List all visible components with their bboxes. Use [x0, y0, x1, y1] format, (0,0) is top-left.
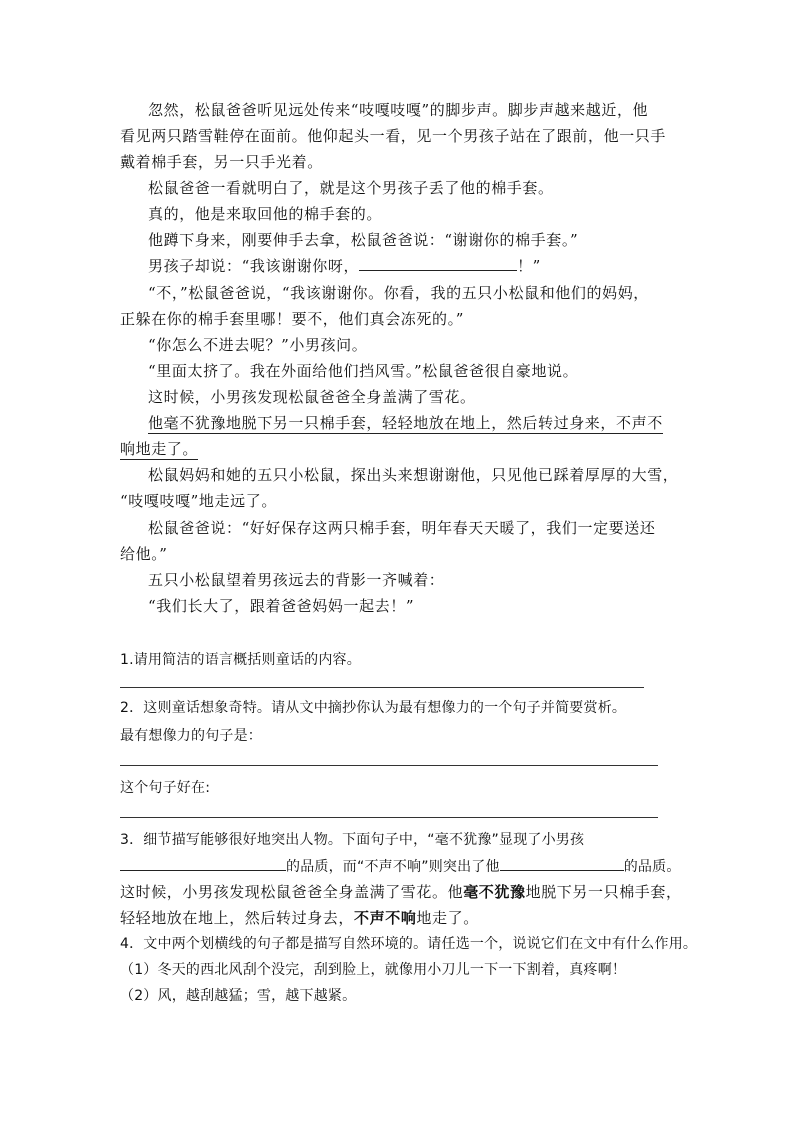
story-paragraph-2: 松鼠爸爸一看就明白了，就是这个男孩子丢了他的棉手套。: [148, 179, 554, 197]
question-3-quote-line-1: [120, 882, 682, 902]
question-3-middle: 的品质，而“不声不响”则突出了他: [286, 859, 500, 875]
story-paragraph-5: [148, 256, 541, 276]
story-paragraph-9: 这时候，小男孩发现松鼠爸爸全身盖满了雪花。: [148, 388, 476, 406]
answer-line-q2-sentence[interactable]: [120, 765, 658, 766]
underlined-sentence-end: 响地走了。: [120, 440, 199, 458]
quote-bold-phrase: 毫不犹豫: [463, 883, 526, 901]
question-3-end: 的品质。: [623, 859, 681, 875]
question-4-option-1: （1）冬天的西北风刮个没完，刮到脸上，就像用小刀儿一下一下割着，真疼啊！: [120, 962, 627, 978]
story-paragraph-5-end: ！”: [517, 257, 541, 275]
quote-text: 地脱下另一只棉手套，: [525, 883, 682, 901]
quote-text: 这时候，小男孩发现松鼠爸爸全身盖满了雪花。他: [120, 883, 464, 901]
story-paragraph-13: 五只小松鼠望着男孩远去的背影一齐喊着：: [148, 571, 445, 589]
answer-line-q2-reason[interactable]: [120, 817, 658, 818]
question-1: 1.请用简洁的语言概括则童话的内容。: [120, 652, 361, 668]
quote-text: 地走了。: [416, 909, 479, 927]
answer-line-q1[interactable]: [120, 687, 644, 688]
story-paragraph-7: “你怎么不进去呢？”小男孩问。: [148, 336, 368, 354]
question-4: 4．文中两个划横线的句子都是描写自然环境的。请任选一个，说说它们在文中有什么作用。: [120, 936, 698, 952]
story-paragraph-6-line-1: “不，”松鼠爸爸说，“我该谢谢你。你看，我的五只小松鼠和他们的妈妈，: [148, 284, 649, 302]
story-paragraph-10-line-2: [120, 439, 198, 459]
story-paragraph-10-line-1: [148, 413, 663, 433]
story-paragraph-4: 他蹲下身来，刚要伸手去拿，松鼠爸爸说：“谢谢你的棉手套。”: [148, 231, 579, 249]
story-paragraph-6-line-2: 正躲在你的棉手套里哪！要不，他们真会冻死的。”: [120, 310, 464, 328]
story-paragraph-3: 真的，他是来取回他的棉手套的。: [148, 205, 383, 223]
story-paragraph-12-line-2: 给他。”: [120, 545, 168, 563]
answer-blank-q3-1[interactable]: [120, 856, 286, 871]
question-3: 3．细节描写能够很好地突出人物。下面句子中，“毫不犹豫”显现了小男孩: [120, 832, 585, 848]
story-paragraph-5-text: 男孩子却说：“我该谢谢你呀，: [148, 257, 360, 275]
question-3-quote-line-2: [120, 908, 479, 928]
story-paragraph-1-line-3: 戴着棉手套，另一只手光着。: [120, 153, 323, 171]
story-paragraph-14: “我们长大了，跟着爸爸妈妈一起去！”: [148, 597, 415, 615]
story-paragraph-12-line-1: 松鼠爸爸说：“好好保存这两只棉手套，明年春天天暖了，我们一定要送还: [148, 519, 656, 537]
question-4-option-2: （2）风，越刮越猛；雪，越下越紧。: [120, 988, 357, 1004]
quote-bold-phrase: 不声不响: [354, 909, 417, 927]
question-2: 2．这则童话想象奇特。请从文中摘抄你认为最有想像力的一个句子并简要赏析。: [120, 700, 627, 716]
story-paragraph-11-line-1: 松鼠妈妈和她的五只小松鼠，探出头来想谢谢他，只见他已踩着厚厚的大雪，: [148, 466, 679, 484]
story-paragraph-1-line-2: 看见两只踏雪鞋停在面前。他仰起头一看，见一个男孩子站在了跟前，他一只手: [120, 127, 667, 145]
question-2-prompt-reason: 这个句子好在:: [120, 780, 211, 796]
story-paragraph-1-line-1: 忽然，松鼠爸爸听见远处传来“吱嘎吱嘎”的脚步声。脚步声越来越近，他: [148, 101, 649, 119]
answer-blank-q3-2[interactable]: [500, 856, 624, 871]
story-paragraph-11-line-2: “吱嘎吱嘎”地走远了。: [120, 492, 277, 510]
question-3-blanks-line: [120, 856, 681, 877]
fill-in-blank[interactable]: [359, 256, 517, 271]
story-paragraph-8: “里面太挤了。我在外面给他们挡风雪。”松鼠爸爸很自豪地说。: [148, 362, 579, 380]
question-2-prompt-sentence: 最有想像力的句子是：: [120, 728, 262, 744]
quote-text: 轻轻地放在地上，然后转过身去，: [120, 909, 355, 927]
underlined-sentence: 他毫不犹豫地脱下另一只棉手套，轻轻地放在地上，然后转过身来，不声不: [148, 414, 663, 432]
